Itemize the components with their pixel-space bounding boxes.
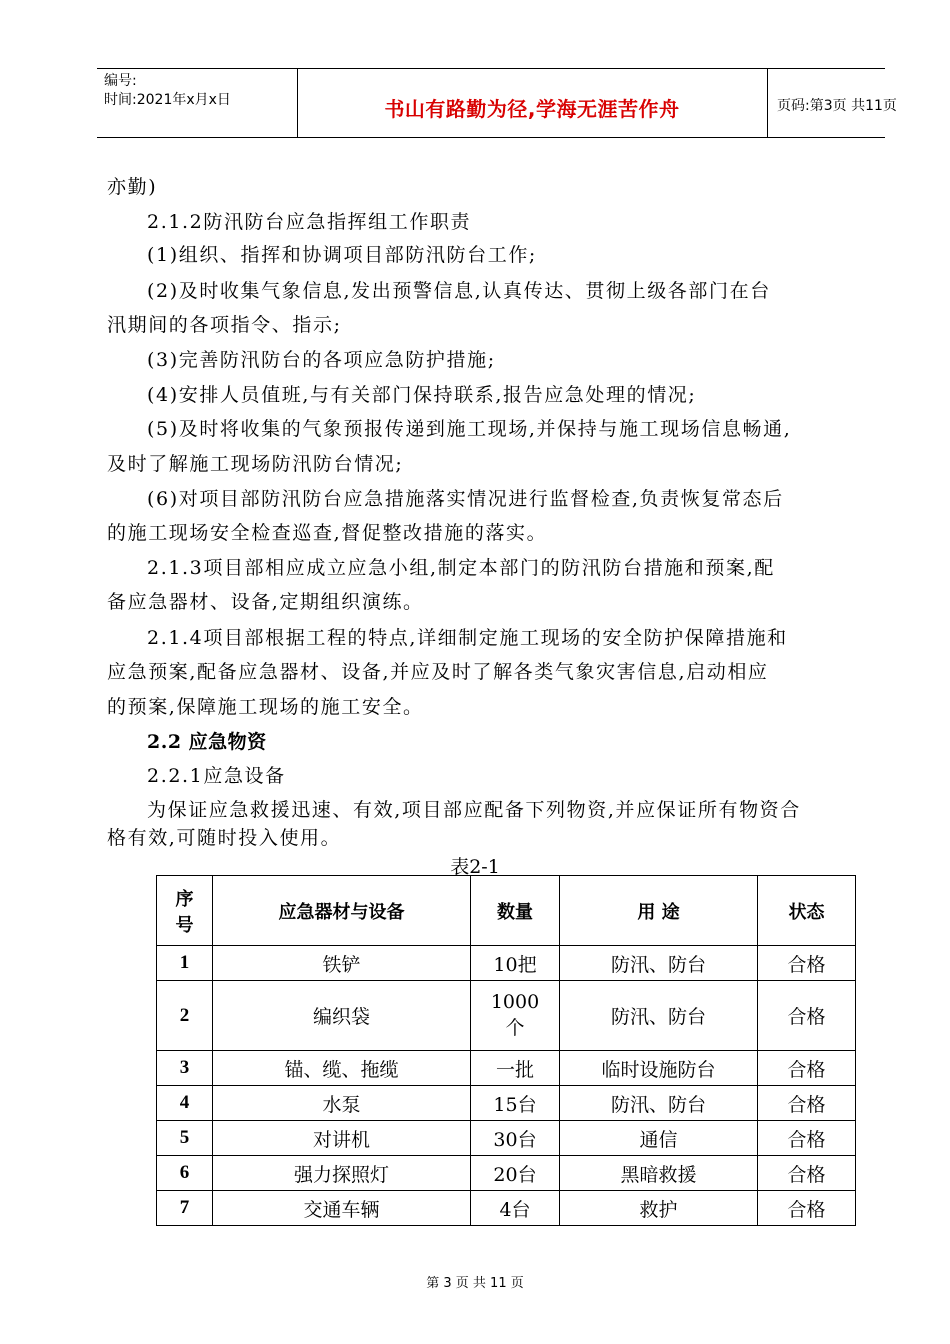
duty-item-5-cont: 及时了解施工现场防汛防台情况; xyxy=(107,453,404,475)
row-status: 合格 xyxy=(758,1191,856,1226)
table-caption: 表2-1 xyxy=(450,856,500,878)
materials-intro: 为保证应急救援迅速、有效,项目部应配备下列物资,并应保证所有物资合 xyxy=(147,799,801,821)
document-time: 时间:2021年x月x日 xyxy=(104,92,231,108)
section-2-1-4-cont-1: 应急预案,配备应急器材、设备,并应及时了解各类气象灾害信息,启动相应 xyxy=(107,661,769,683)
row-equipment: 水泵 xyxy=(213,1086,471,1121)
row-quantity: 10把 xyxy=(471,946,560,981)
row-status: 合格 xyxy=(758,981,856,1051)
page-footer: 第 3 页 共 11 页 xyxy=(426,1276,524,1291)
document-number-label: 编号: xyxy=(104,73,137,89)
header-page-cell xyxy=(767,69,897,137)
row-no: 4 xyxy=(157,1086,213,1121)
header-no-line2: 号 xyxy=(175,914,194,936)
emergency-equipment-table xyxy=(156,875,856,1226)
row-status: 合格 xyxy=(758,1086,856,1121)
row-no: 6 xyxy=(157,1156,213,1191)
duty-item-6: (6)对项目部防汛防台应急措施落实情况进行监督检查,负责恢复常态后 xyxy=(147,488,784,510)
row-equipment: 交通车辆 xyxy=(213,1191,471,1226)
duty-item-5: (5)及时将收集的气象预报传递到施工现场,并保持与施工现场信息畅通, xyxy=(147,418,792,440)
header-no xyxy=(157,876,213,946)
section-heading-2-1-2: 2.1.2防汛防台应急指挥组工作职责 xyxy=(147,211,472,233)
row-equipment: 编织袋 xyxy=(213,981,471,1051)
header-motto: 书山有路勤为径,学海无涯苦作舟 xyxy=(384,97,680,121)
row-no: 5 xyxy=(157,1121,213,1156)
header-purpose: 用 途 xyxy=(560,876,758,946)
row-quantity: 4台 xyxy=(471,1191,560,1226)
row-purpose: 防汛、防台 xyxy=(560,946,758,981)
section-2-1-4: 2.1.4项目部根据工程的特点,详细制定施工现场的安全防护保障措施和 xyxy=(147,627,788,649)
row-status: 合格 xyxy=(758,1121,856,1156)
header-page-info: 页码:第3页 共11页 xyxy=(777,98,897,114)
duty-item-6-cont: 的施工现场安全检查巡查,督促整改措施的落实。 xyxy=(107,522,548,544)
row-purpose: 临时设施防台 xyxy=(560,1051,758,1086)
row-status: 合格 xyxy=(758,1156,856,1191)
duty-item-2-cont: 汛期间的各项指令、指示; xyxy=(107,314,342,336)
duty-item-3: (3)完善防汛防台的各项应急防护措施; xyxy=(147,349,496,371)
row-quantity: 15台 xyxy=(471,1086,560,1121)
section-2-1-3: 2.1.3项目部相应成立应急小组,制定本部门的防汛防台措施和预案,配 xyxy=(147,557,775,579)
duty-item-1: (1)组织、指挥和协调项目部防汛防台工作; xyxy=(147,244,537,266)
section-2-1-4-cont-2: 的预案,保障施工现场的施工安全。 xyxy=(107,696,424,718)
row-quantity: 一批 xyxy=(471,1051,560,1086)
row-purpose: 防汛、防台 xyxy=(560,1086,758,1121)
section-2-1-3-cont: 备应急器材、设备,定期组织演练。 xyxy=(107,591,424,613)
row-status: 合格 xyxy=(758,1051,856,1086)
row-status: 合格 xyxy=(758,946,856,981)
row-equipment: 强力探照灯 xyxy=(213,1156,471,1191)
row-equipment: 铁铲 xyxy=(213,946,471,981)
row-quantity xyxy=(471,981,560,1051)
header-motto-cell xyxy=(297,69,768,137)
header-status: 状态 xyxy=(758,876,856,946)
row-purpose: 黑暗救援 xyxy=(560,1156,758,1191)
header-quantity: 数量 xyxy=(471,876,560,946)
table-row xyxy=(157,1051,856,1086)
section-heading-2-2-1: 2.2.1应急设备 xyxy=(147,765,286,787)
page-header xyxy=(97,68,897,138)
row-quantity: 30台 xyxy=(471,1121,560,1156)
table-row xyxy=(157,1191,856,1226)
row-purpose: 救护 xyxy=(560,1191,758,1226)
table-row xyxy=(157,1121,856,1156)
header-equipment: 应急器材与设备 xyxy=(213,876,471,946)
row-equipment: 对讲机 xyxy=(213,1121,471,1156)
table-row xyxy=(157,946,856,981)
materials-intro-cont: 格有效,可随时投入使用。 xyxy=(107,827,342,849)
row-quantity: 20台 xyxy=(471,1156,560,1191)
duty-item-2: (2)及时收集气象信息,发出预警信息,认真传达、贯彻上级各部门在台 xyxy=(147,280,771,302)
table-header-row xyxy=(157,876,856,946)
table-row xyxy=(157,981,856,1051)
row-no: 3 xyxy=(157,1051,213,1086)
body-line: 亦勤) xyxy=(107,176,158,198)
row-equipment: 锚、缆、拖缆 xyxy=(213,1051,471,1086)
row-no: 7 xyxy=(157,1191,213,1226)
section-heading-2-2: 2.2 应急物资 xyxy=(147,731,267,753)
row-quantity-line2: 个 xyxy=(505,1017,525,1039)
table-row xyxy=(157,1086,856,1121)
row-no: 1 xyxy=(157,946,213,981)
row-purpose: 通信 xyxy=(560,1121,758,1156)
row-no: 2 xyxy=(157,981,213,1051)
row-purpose: 防汛、防台 xyxy=(560,981,758,1051)
header-meta xyxy=(97,69,298,137)
duty-item-4: (4)安排人员值班,与有关部门保持联系,报告应急处理的情况; xyxy=(147,384,697,406)
header-no-line1: 序 xyxy=(175,888,194,910)
table-row xyxy=(157,1156,856,1191)
row-quantity-line1: 1000 xyxy=(490,991,540,1013)
